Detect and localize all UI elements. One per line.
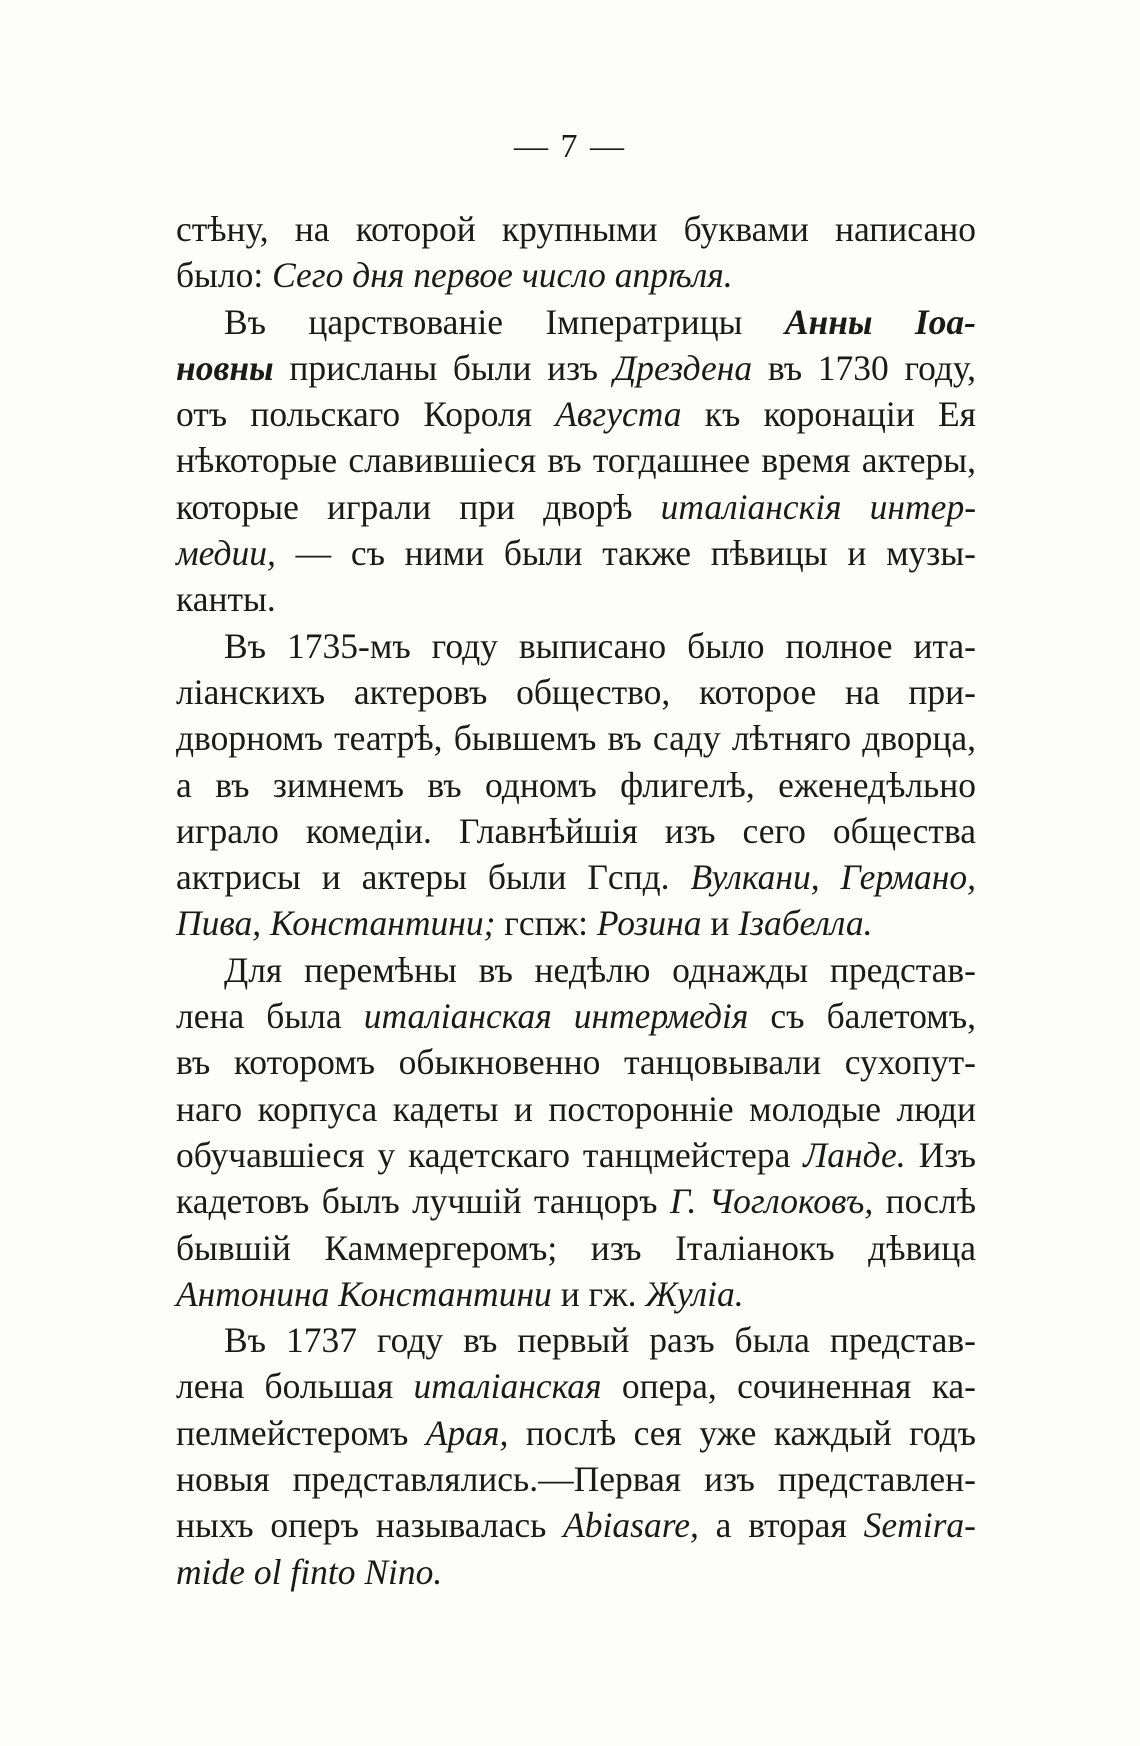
text-run: гспж: bbox=[495, 903, 597, 944]
text-line bbox=[176, 530, 976, 576]
text-run: съ балетомъ, bbox=[748, 996, 976, 1037]
text-run: послѣ сея уже каждый годъ bbox=[508, 1412, 976, 1453]
text-line bbox=[176, 669, 976, 715]
text-run: новыя представлялись.—Первая изъ представлен- bbox=[176, 1459, 976, 1500]
text-run: ліанскихъ актеровъ общество, которое на при- bbox=[176, 671, 976, 712]
text-run: Въ 1737 году въ первый разъ была представ- bbox=[224, 1320, 976, 1361]
text-line bbox=[176, 206, 976, 252]
italic-run: Сего дня первое число апрѣля. bbox=[272, 255, 733, 296]
italic-run: Арая, bbox=[425, 1412, 509, 1453]
bold-italic-run: Анны Іоа- bbox=[784, 301, 976, 342]
text-run: Изъ bbox=[905, 1134, 976, 1175]
italic-run: Антонина Константини bbox=[176, 1273, 552, 1314]
text-run: пелмейстеромъ bbox=[176, 1412, 426, 1453]
text-run: стѣну, на которой крупными буквами написано bbox=[176, 209, 976, 249]
text-run: дворномъ театрѣ, бывшемъ въ саду лѣтняго дворца, bbox=[176, 718, 976, 759]
paragraph bbox=[176, 206, 976, 299]
text-line bbox=[176, 299, 976, 345]
italic-run: Г. Чоглоковъ, bbox=[669, 1181, 874, 1222]
text-line bbox=[176, 993, 976, 1039]
italic-run: mide ol finto Nino. bbox=[176, 1551, 443, 1592]
text-line bbox=[176, 437, 976, 483]
text-run: къ коронаціи Ея bbox=[681, 394, 976, 435]
text-run: и гж. bbox=[551, 1273, 646, 1314]
italic-run: италіанскія интер- bbox=[660, 486, 977, 527]
text-run: Для перемѣны въ недѣлю однажды представ- bbox=[224, 949, 976, 990]
italic-run: Abiasare, bbox=[563, 1505, 699, 1546]
page-text bbox=[176, 206, 976, 1595]
text-run: Въ царствованіе Імператрицы bbox=[224, 301, 785, 342]
text-run: нѣкоторые славившіеся въ тогдашнее время актеры, bbox=[176, 440, 976, 481]
text-run: Въ 1735-мъ году выписано было полное ита- bbox=[224, 625, 976, 666]
text-run: бывшій Каммергеромъ; изъ Італіанокъ дѣвица bbox=[176, 1227, 976, 1268]
text-line bbox=[176, 808, 976, 854]
italic-run: италіанская интермедія bbox=[363, 996, 749, 1037]
text-line bbox=[176, 345, 976, 391]
text-run: было: bbox=[176, 255, 273, 296]
text-run: лена была bbox=[176, 996, 364, 1037]
text-line bbox=[176, 252, 976, 298]
paragraph bbox=[176, 623, 976, 947]
paragraph bbox=[176, 947, 976, 1317]
text-run: канты. bbox=[176, 579, 276, 620]
text-run: которые играли при дворѣ bbox=[176, 486, 661, 527]
text-line bbox=[176, 576, 976, 622]
text-run: въ которомъ обыкновенно танцовывали сухопут- bbox=[176, 1042, 976, 1083]
text-line bbox=[176, 1132, 976, 1178]
text-line bbox=[176, 1086, 976, 1132]
text-run: присланы были изъ bbox=[273, 347, 614, 388]
italic-run: Дрездена bbox=[613, 347, 753, 388]
text-line bbox=[176, 900, 976, 946]
text-run: наго корпуса кадеты и посторонніе молодые люди bbox=[176, 1088, 976, 1129]
text-line bbox=[176, 1410, 976, 1456]
text-line bbox=[176, 1317, 976, 1363]
italic-run: Пива, Константини; bbox=[176, 903, 496, 944]
text-line bbox=[176, 1502, 976, 1548]
text-run: обучавшіеся у кадетскаго танцмейстера bbox=[176, 1134, 804, 1175]
text-line bbox=[176, 947, 976, 993]
text-line bbox=[176, 1039, 976, 1085]
italic-run: Жуліа. bbox=[645, 1273, 744, 1314]
italic-run: Розина bbox=[596, 903, 702, 944]
text-run: ныхъ оперъ называлась bbox=[176, 1505, 564, 1546]
text-line bbox=[176, 484, 976, 530]
text-line bbox=[176, 1225, 976, 1271]
text-line bbox=[176, 623, 976, 669]
text-line bbox=[176, 1456, 976, 1502]
text-run: послѣ bbox=[873, 1181, 977, 1222]
text-run: актрисы и актеры были Гспд. bbox=[176, 857, 691, 898]
italic-run: Августа bbox=[555, 394, 682, 435]
text-run: въ 1730 году, bbox=[752, 347, 976, 388]
text-run: — съ ними были также пѣвицы и музы- bbox=[275, 533, 976, 574]
italic-run: Ланде. bbox=[803, 1134, 906, 1175]
text-run: играло комедіи. Главнѣйшія изъ сего общества bbox=[176, 810, 976, 851]
text-run: опера, сочиненная ка- bbox=[601, 1366, 976, 1407]
text-line bbox=[176, 1363, 976, 1409]
text-run: лена большая bbox=[176, 1366, 414, 1407]
text-line bbox=[176, 715, 976, 761]
page-number: — 7 — bbox=[514, 128, 626, 165]
bold-italic-run: новны bbox=[176, 347, 274, 388]
text-run: отъ польскаго Короля bbox=[176, 394, 556, 435]
italic-run: Semira- bbox=[863, 1505, 977, 1546]
italic-run: медии, bbox=[176, 533, 276, 574]
text-line bbox=[176, 854, 976, 900]
text-line bbox=[176, 1549, 976, 1595]
text-run: кадетовъ былъ лучшій танцоръ bbox=[176, 1181, 670, 1222]
italic-run: Ізабелла. bbox=[738, 903, 873, 944]
text-run: и bbox=[701, 903, 739, 944]
text-line bbox=[176, 1178, 976, 1224]
text-run: а въ зимнемъ въ одномъ флигелѣ, еженедѣльно bbox=[176, 764, 976, 805]
italic-run: италіанская bbox=[413, 1366, 602, 1407]
text-line bbox=[176, 391, 976, 437]
italic-run: Вулкани, Германо, bbox=[690, 857, 976, 898]
paragraph bbox=[176, 1317, 976, 1595]
text-line bbox=[176, 1271, 976, 1317]
paragraph bbox=[176, 299, 976, 623]
text-line bbox=[176, 762, 976, 808]
text-run: а вторая bbox=[698, 1505, 864, 1546]
